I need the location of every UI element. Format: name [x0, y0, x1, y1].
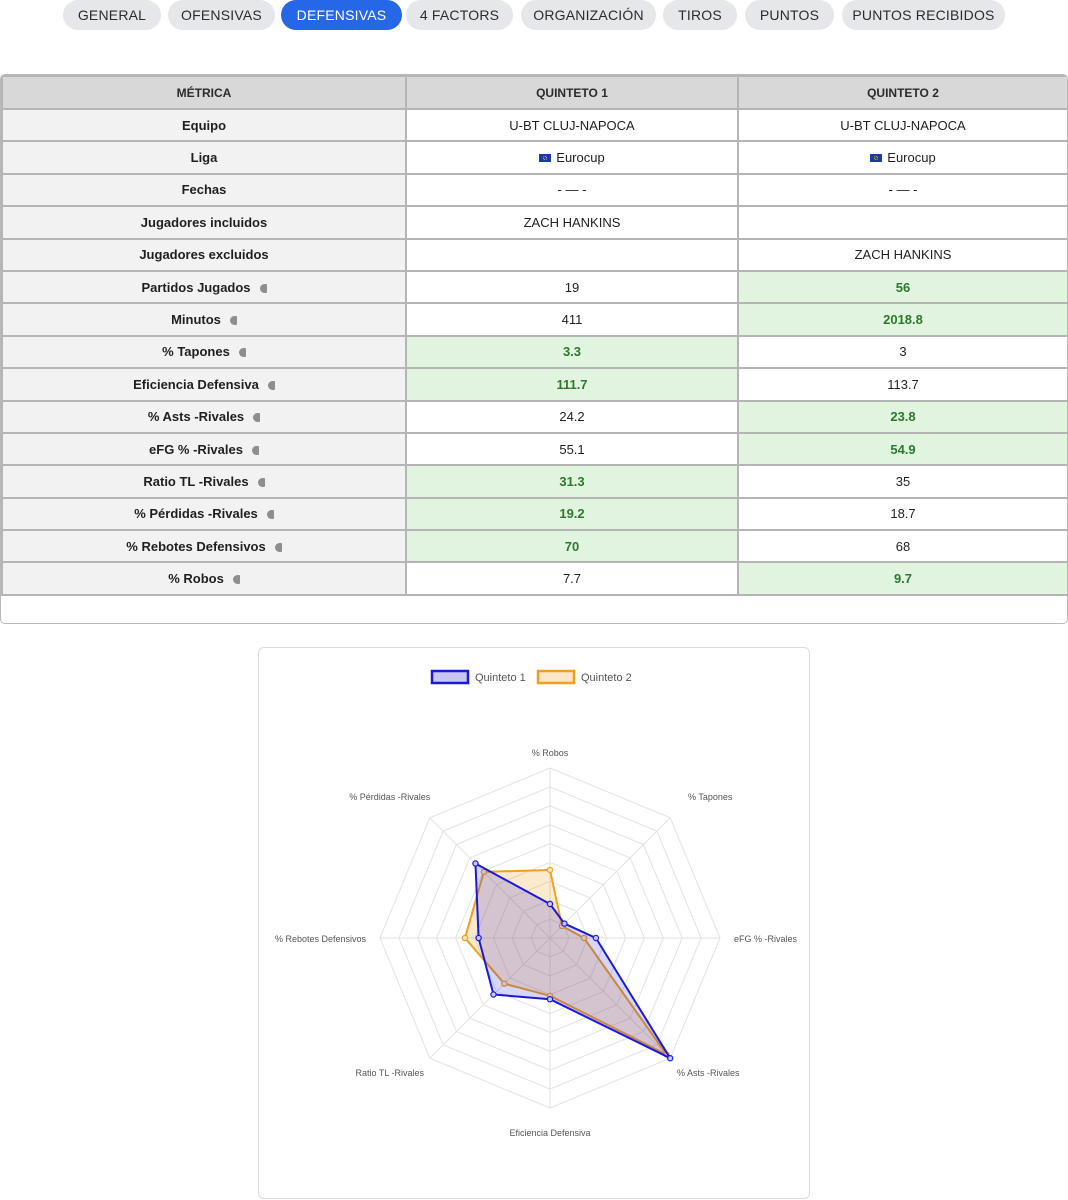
- table-row-liga: [2, 141, 1068, 173]
- series-1-point: [562, 921, 567, 926]
- series-2-point: [547, 867, 552, 872]
- tab-general[interactable]: GENERAL: [63, 0, 161, 30]
- metric-label: [2, 530, 406, 562]
- table-row-jugadores-incluidos: [2, 206, 1068, 238]
- quinteto-1-value: 19.2: [406, 498, 738, 530]
- info-icon[interactable]: [268, 381, 275, 390]
- axis-label: % Tapones: [688, 791, 733, 802]
- quinteto-2-value: 68: [738, 530, 1068, 562]
- quinteto-2-value: [738, 174, 1068, 206]
- series-1-point: [473, 861, 478, 866]
- series-2-point: [462, 935, 467, 940]
- cell-text: ZACH HANKINS: [854, 247, 952, 263]
- info-icon[interactable]: [258, 478, 265, 487]
- metric-name: Eficiencia Defensiva: [133, 376, 259, 392]
- metric-name: % Rebotes Defensivos: [126, 538, 266, 554]
- table-row-minutos: [2, 303, 1068, 335]
- cell-text: U-BT CLUJ-NAPOCA: [840, 117, 966, 133]
- metric-name: eFG % -Rivales: [149, 441, 243, 457]
- metric-label: [2, 465, 406, 497]
- quinteto-1-value: 111.7: [406, 368, 738, 400]
- eu-flag-icon: [870, 154, 882, 162]
- quinteto-1-value: 24.2: [406, 401, 738, 433]
- table-row-ratio-tl-rivales: [2, 465, 1068, 497]
- table-row-efg-rivales: [2, 433, 1068, 465]
- table-row-equipo: [2, 109, 1068, 141]
- quinteto-2-value: [738, 206, 1068, 238]
- table-row-rebotes-defensivos: [2, 530, 1068, 562]
- legend-label-2[interactable]: Quinteto 2: [581, 672, 632, 684]
- legend-swatch-1[interactable]: [432, 671, 468, 683]
- cell-text: ZACH HANKINS: [523, 214, 621, 230]
- info-icon[interactable]: [267, 510, 274, 519]
- axis-label: eFG % -Rivales: [734, 934, 798, 944]
- metric-name: % Asts -Rivales: [147, 409, 245, 425]
- series-1-point: [593, 935, 598, 940]
- axis-label: % Rebotes Defensivos: [274, 934, 366, 944]
- quinteto-1-value: 7.7: [406, 562, 738, 594]
- metric-name: % Robos: [168, 571, 224, 587]
- metric-name: % Tapones: [162, 344, 230, 360]
- quinteto-1-value: 70: [406, 530, 738, 562]
- axis-label: Eficiencia Defensiva: [509, 1128, 591, 1138]
- axis-label: % Pérdidas -Rivales: [349, 791, 431, 802]
- quinteto-1-value: [406, 109, 738, 141]
- info-icon[interactable]: [239, 348, 246, 357]
- quinteto-1-value: 19: [406, 271, 738, 303]
- table-row-p-rdidas-rivales: [2, 498, 1068, 530]
- tab-defensivas[interactable]: DEFENSIVAS: [281, 0, 402, 30]
- tab-puntos[interactable]: PUNTOS: [745, 0, 834, 30]
- quinteto-1-value: 55.1: [406, 433, 738, 465]
- tab-4-factors[interactable]: 4 FACTORS: [406, 0, 513, 30]
- quinteto-1-value: 3.3: [406, 336, 738, 368]
- tab-ofensivas[interactable]: OFENSIVAS: [168, 0, 275, 30]
- metric-label: Liga: [2, 141, 406, 173]
- table-row-asts-rivales: [2, 401, 1068, 433]
- table-row-partidos-jugados: [2, 271, 1068, 303]
- table-row-tapones: [2, 336, 1068, 368]
- quinteto-2-value: [738, 141, 1068, 173]
- radar-chart-card: [258, 647, 810, 1199]
- table-row-robos: [2, 562, 1068, 594]
- tab-puntos-recibidos[interactable]: PUNTOS RECIBIDOS: [842, 0, 1005, 30]
- tab-tiros[interactable]: TIROS: [663, 0, 737, 30]
- info-icon[interactable]: [233, 575, 240, 584]
- metric-label: [2, 303, 406, 335]
- metric-label: Jugadores incluidos: [2, 206, 406, 238]
- series-1-area: [475, 863, 670, 1058]
- cell-text: Eurocup: [887, 150, 936, 166]
- info-icon[interactable]: [230, 316, 237, 325]
- info-icon[interactable]: [260, 284, 267, 293]
- info-icon[interactable]: [253, 413, 260, 422]
- quinteto-2-value: [738, 239, 1068, 271]
- quinteto-2-value: 35: [738, 465, 1068, 497]
- quinteto-1-value: [406, 239, 738, 271]
- metric-name: Partidos Jugados: [141, 279, 251, 295]
- metric-label: [2, 562, 406, 594]
- legend-label-1[interactable]: Quinteto 1: [475, 672, 526, 684]
- tab-organización[interactable]: ORGANIZACIÓN: [521, 0, 656, 30]
- metric-label: Equipo: [2, 109, 406, 141]
- info-icon[interactable]: [275, 543, 282, 552]
- info-icon[interactable]: [252, 446, 259, 455]
- tab-bar: [0, 0, 1068, 30]
- quinteto-1-value: [406, 174, 738, 206]
- table-row-fechas: [2, 174, 1068, 206]
- series-1-point: [668, 1056, 673, 1061]
- header-metrica: MÉTRICA: [2, 76, 406, 109]
- metric-label: [2, 498, 406, 530]
- quinteto-2-value: 2018.8: [738, 303, 1068, 335]
- table-row-jugadores-excluidos: [2, 239, 1068, 271]
- axis-label: Ratio TL -Rivales: [355, 1068, 425, 1079]
- quinteto-1-value: [406, 141, 738, 173]
- axis-label: % Robos: [531, 748, 569, 758]
- quinteto-2-value: 54.9: [738, 433, 1068, 465]
- header-quinteto-2: QUINTETO 2: [738, 76, 1068, 109]
- legend-swatch-2[interactable]: [538, 671, 574, 683]
- axis-spoke: [550, 818, 670, 938]
- series-1-point: [547, 901, 552, 906]
- cell-text: Eurocup: [556, 150, 605, 166]
- quinteto-2-value: 3: [738, 336, 1068, 368]
- series-1-point: [547, 997, 552, 1002]
- metric-label: [2, 368, 406, 400]
- cell-text: - — -: [888, 182, 918, 198]
- metric-name: Minutos: [171, 312, 221, 328]
- quinteto-1-value: [406, 206, 738, 238]
- quinteto-2-value: 9.7: [738, 562, 1068, 594]
- comparison-table: [0, 74, 1068, 624]
- metric-label: Fechas: [2, 174, 406, 206]
- metric-label: [2, 433, 406, 465]
- quinteto-1-value: 411: [406, 303, 738, 335]
- table-row-eficiencia-defensiva: [2, 368, 1068, 400]
- eu-flag-icon: [539, 154, 551, 162]
- quinteto-1-value: 31.3: [406, 465, 738, 497]
- axis-label: % Asts -Rivales: [676, 1068, 740, 1079]
- quinteto-2-value: 23.8: [738, 401, 1068, 433]
- header-quinteto-1: QUINTETO 1: [406, 76, 738, 109]
- table-header-row: [2, 76, 1068, 109]
- radar-chart: [259, 648, 809, 1198]
- metric-label: [2, 336, 406, 368]
- quinteto-2-value: 113.7: [738, 368, 1068, 400]
- metric-name: % Pérdidas -Rivales: [134, 506, 258, 522]
- metric-name: Ratio TL -Rivales: [143, 473, 249, 489]
- cell-text: - — -: [557, 182, 587, 198]
- cell-text: U-BT CLUJ-NAPOCA: [509, 117, 635, 133]
- metric-label: [2, 401, 406, 433]
- metric-label: [2, 271, 406, 303]
- metric-label: Jugadores excluidos: [2, 239, 406, 271]
- series-1-point: [491, 992, 496, 997]
- series-1-point: [476, 935, 481, 940]
- quinteto-2-value: [738, 109, 1068, 141]
- quinteto-2-value: 56: [738, 271, 1068, 303]
- quinteto-2-value: 18.7: [738, 498, 1068, 530]
